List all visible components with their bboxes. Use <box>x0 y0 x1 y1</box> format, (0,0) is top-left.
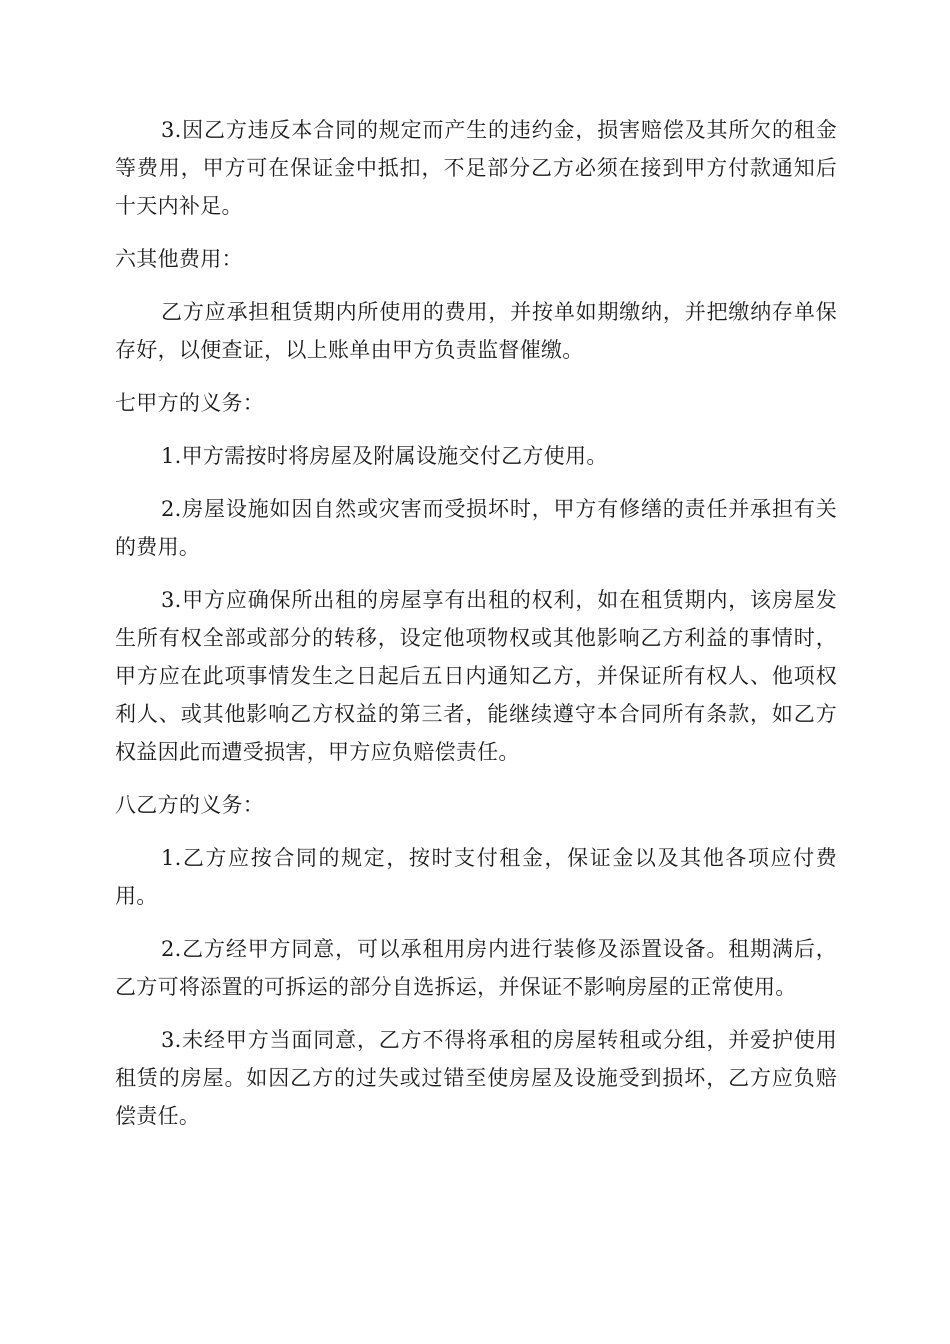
section-6-body: 乙方应承担租赁期内所使用的费用，并按单如期缴纳，并把缴纳存单保存好，以便查证，以上账单由甲方负责监督催缴。 <box>115 300 837 362</box>
clause-7-1: 1.甲方需按时将房屋及附属设施交付乙方使用。 <box>161 444 608 468</box>
clause-7-2: 2.房屋设施如因自然或灾害而受损坏时，甲方有修缮的责任并承担有关的费用。 <box>115 497 837 559</box>
clause-7-3: 3.甲方应确保所出租的房屋享有出租的权利，如在租赁期内，该房屋发生所有权全部或部分的转移，设定他项物权或其他影响乙方利益的事情时，甲方应在此项事情发生之日起后五日内通知乙方，并保证所有权人、他项权利人、或其他影响乙方权益的第三者，能继续遵守本合同所有条款，如乙方权益因此而遭受损害，甲方应负赔偿责任。 <box>115 588 837 764</box>
section-7-heading: 七甲方的义务： <box>115 391 265 415</box>
clause-5-3: 3.因乙方违反本合同的规定而产生的违约金，损害赔偿及其所欠的租金等费用，甲方可在保证金中抵扣，不足部分乙方必须在接到甲方付款通知后十天内补足。 <box>115 118 837 218</box>
clause-8-1: 1.乙方应按合同的规定，按时支付租金，保证金以及其他各项应付费用。 <box>115 846 837 908</box>
document-body <box>115 111 837 1150</box>
section-6-heading: 六其他费用： <box>115 247 243 271</box>
clause-8-3: 3.未经甲方当面同意，乙方不得将承租的房屋转租或分组，并爱护使用租赁的房屋。如因乙方的过失或过错至使房屋及设施受到损坏，乙方应负赔偿责任。 <box>115 1028 837 1128</box>
clause-8-2: 2.乙方经甲方同意，可以承租用房内进行装修及添置设备。租期满后，乙方可将添置的可拆运的部分自选拆运，并保证不影响房屋的正常使用。 <box>115 937 837 999</box>
section-8-heading: 八乙方的义务： <box>115 793 265 817</box>
